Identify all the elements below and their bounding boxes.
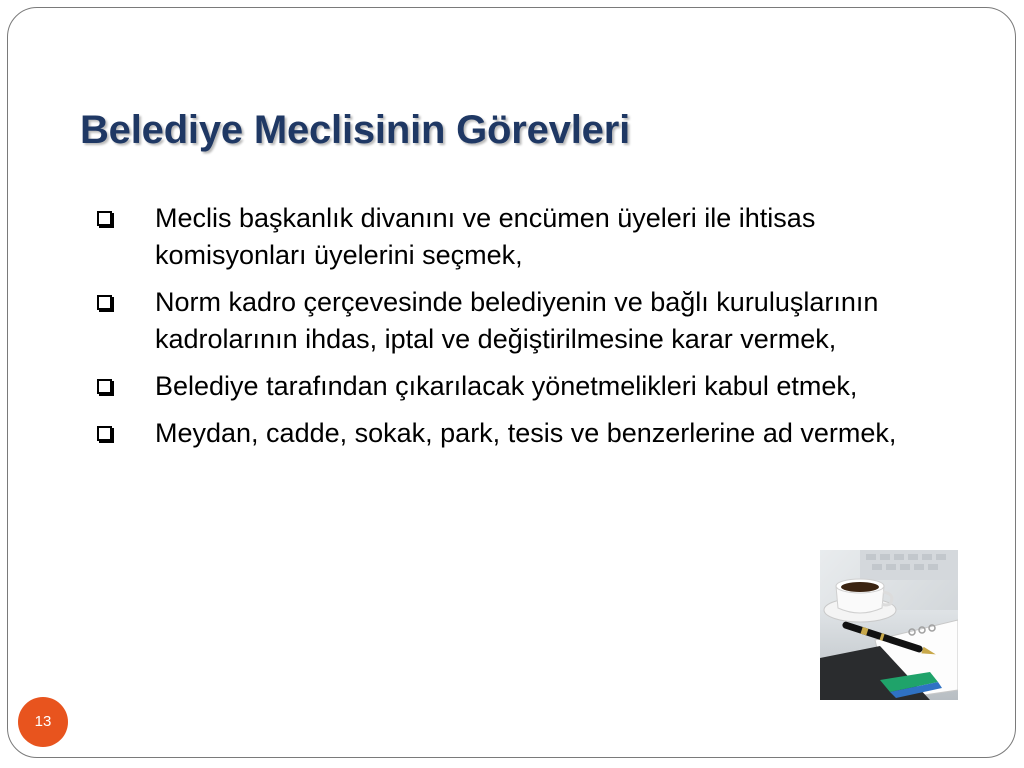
bullet-item xyxy=(95,284,955,358)
slide-title: Belediye Meclisinin Görevleri xyxy=(80,108,630,152)
checkbox-bullet-icon xyxy=(97,426,112,441)
bullet-item xyxy=(95,368,955,405)
bullet-text: Meclis başkanlık divanını ve encümen üyeleri ile ihtisas komisyonları üyelerini seçmek, xyxy=(155,203,816,270)
checkbox-bullet-icon xyxy=(97,379,112,394)
bullet-text: Belediye tarafından çıkarılacak yönetmelikleri kabul etmek, xyxy=(155,371,858,401)
bullet-list xyxy=(95,200,955,462)
bullet-text: Meydan, cadde, sokak, park, tesis ve benzerlerine ad vermek, xyxy=(155,418,897,448)
bullet-item xyxy=(95,200,955,274)
page-number-badge: 13 xyxy=(18,697,68,747)
bullet-text: Norm kadro çerçevesinde belediyenin ve bağlı kuruluşlarının kadrolarının ihdas, iptal ve değiştirilmesine karar vermek, xyxy=(155,287,879,354)
coffee-pen-notebook-photo xyxy=(820,550,958,700)
checkbox-bullet-icon xyxy=(97,295,112,310)
bullet-item xyxy=(95,415,955,452)
checkbox-bullet-icon xyxy=(97,211,112,226)
